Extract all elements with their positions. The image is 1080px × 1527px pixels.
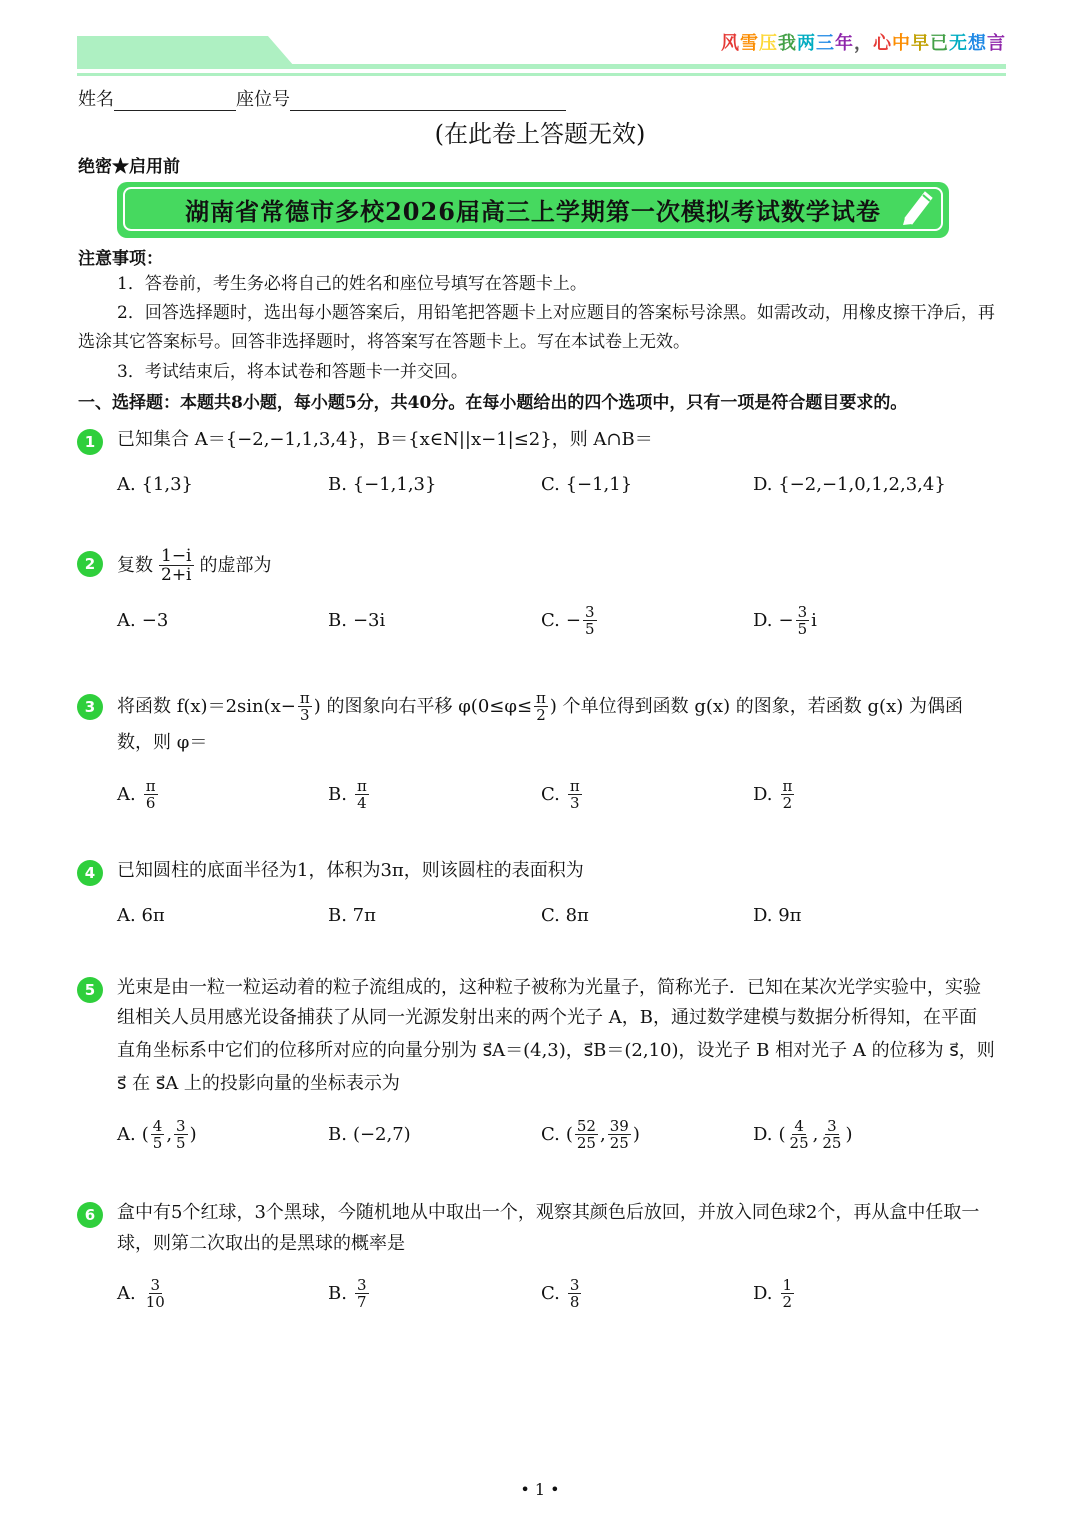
option-label: D. bbox=[753, 1124, 773, 1145]
fraction-numerator: 1 bbox=[782, 1276, 793, 1294]
slogan-char: 想 bbox=[968, 33, 987, 54]
option-label: B. bbox=[328, 1283, 347, 1304]
question-stem-line: 盒中有5个红球，3个黑球，今随机地从中取出一个，观察其颜色后放回，并放入同色球2个，再从盒中任取一 bbox=[117, 1202, 980, 1223]
fraction-numerator: π bbox=[536, 689, 546, 707]
slogan-char: 年 bbox=[835, 33, 854, 54]
pencil-icon bbox=[899, 186, 937, 226]
option-b[interactable]: B. 7π bbox=[328, 905, 376, 926]
fraction-numerator: 3 bbox=[176, 1117, 186, 1135]
fraction-numerator: 1−i bbox=[161, 546, 192, 566]
option-label: A. bbox=[117, 1124, 136, 1145]
option-d[interactable] bbox=[753, 1277, 796, 1310]
option-a[interactable] bbox=[117, 1118, 197, 1151]
fraction-numerator: 52 bbox=[576, 1117, 596, 1135]
slogan-char: 压 bbox=[759, 33, 778, 54]
option-b[interactable] bbox=[328, 610, 385, 631]
stem-text: ) 个单位得到函数 g(x) 的图象，若函数 g(x) 为偶函 bbox=[549, 695, 963, 717]
option-value: (−2,7) bbox=[352, 1124, 411, 1145]
option-fraction bbox=[788, 1118, 811, 1151]
question-number-badge: 5 bbox=[77, 977, 103, 1003]
comma: , bbox=[599, 1124, 606, 1145]
slogan-char: 无 bbox=[949, 33, 968, 54]
fraction-numerator: π bbox=[782, 777, 793, 795]
slogan-char: 心 bbox=[873, 33, 892, 54]
title-banner-frame bbox=[123, 187, 943, 231]
option-fraction bbox=[568, 1277, 582, 1310]
option-label: B. bbox=[328, 610, 347, 631]
slogan-char: 三 bbox=[816, 33, 835, 54]
slogan-char: 早 bbox=[911, 33, 930, 54]
slogan-char: ， bbox=[854, 33, 873, 54]
option-label: D. bbox=[753, 1283, 773, 1304]
fraction-denominator: 5 bbox=[176, 1134, 186, 1152]
question-stem: 已知集合 A＝{−2,−1,1,3,4}，B＝{x∈N||x−1|≤2}，则 A∩B＝ bbox=[117, 429, 653, 450]
header-rule-thin bbox=[77, 73, 1006, 76]
note-item: 2．回答选择题时，选出每小题答案后，用铅笔把答题卡上对应题目的答案标号涂黑。如需改动，用橡皮擦干净后，再选涂其它答案标号。回答非选择题时，将答案写在答题卡上。写在本试卷上无效。 bbox=[78, 303, 995, 352]
fraction-numerator: π bbox=[145, 777, 156, 795]
question-stem: 已知圆柱的底面半径为1，体积为3π，则该圆柱的表面积为 bbox=[117, 860, 584, 881]
fraction-denominator: 25 bbox=[609, 1134, 629, 1152]
stem-text: 的虚部为 bbox=[199, 554, 272, 576]
paren-close: ) bbox=[189, 1124, 197, 1145]
question-stem-line: 组相关人员用感光设备捕获了从同一光源发射出来的两个光子 A，B，通过数学建模与数据分析得知，在平面 bbox=[117, 1007, 977, 1028]
slogan-char: 中 bbox=[892, 33, 911, 54]
paren-open: ( bbox=[141, 1124, 149, 1145]
option-label: C. bbox=[541, 1283, 560, 1304]
stem-fraction bbox=[534, 690, 548, 723]
seat-blank[interactable] bbox=[290, 90, 566, 111]
option-label: A. bbox=[117, 610, 136, 631]
fraction-denominator: 2 bbox=[782, 1293, 793, 1311]
question-number-badge: 4 bbox=[77, 860, 103, 886]
fraction-denominator: 6 bbox=[145, 794, 156, 812]
stem-fraction bbox=[298, 690, 312, 723]
paren-open: ( bbox=[778, 1124, 786, 1145]
header-tab-decoration bbox=[77, 36, 294, 66]
fraction-numerator: 3 bbox=[797, 603, 808, 621]
option-label: B. bbox=[328, 784, 347, 805]
question-number-badge: 2 bbox=[77, 551, 103, 577]
option-fraction bbox=[144, 1277, 167, 1310]
paren-open: ( bbox=[565, 1124, 573, 1145]
invalid-notice: (在此卷上答题无效) bbox=[434, 120, 646, 148]
option-sign: − bbox=[778, 610, 794, 631]
fraction-numerator: 3 bbox=[150, 1276, 161, 1294]
slogan-char: 已 bbox=[930, 33, 949, 54]
comma: , bbox=[812, 1124, 819, 1145]
option-d[interactable]: D. 9π bbox=[753, 905, 802, 926]
option-value: −3i bbox=[352, 610, 386, 631]
option-c[interactable]: C. {−1,1} bbox=[541, 474, 633, 495]
question-stem-line: 直角坐标系中它们的位移所对应的向量分别为 s⃗A＝(4,3)，s⃗B＝(2,10)，设光子 B 相对光子 A 的位移为 s⃗，则 bbox=[117, 1040, 995, 1061]
header-rule bbox=[77, 64, 1006, 69]
fraction-denominator: 2 bbox=[536, 706, 546, 724]
fraction-numerator: π bbox=[299, 689, 310, 707]
option-label: C. bbox=[541, 1124, 560, 1145]
question-stem-line: 光束是由一粒一粒运动着的粒子流组成的，这种粒子被称为光量子，简称光子．已知在某次光学实验中，实验 bbox=[117, 977, 981, 998]
option-label: B. bbox=[328, 1124, 347, 1145]
option-c[interactable] bbox=[541, 1277, 583, 1310]
paren-close: ) bbox=[845, 1124, 853, 1145]
option-label: D. bbox=[753, 610, 773, 631]
option-fraction bbox=[151, 1118, 165, 1151]
option-fraction bbox=[355, 778, 369, 811]
stem-text: 将函数 f(x)＝2sin(x− bbox=[117, 695, 296, 717]
option-a[interactable] bbox=[117, 778, 160, 811]
name-blank[interactable] bbox=[114, 90, 236, 111]
slogan-char: 言 bbox=[987, 33, 1006, 54]
header-slogan bbox=[721, 29, 1006, 55]
fraction-denominator: 7 bbox=[356, 1293, 367, 1311]
fraction-denominator: 5 bbox=[797, 620, 808, 638]
option-fraction bbox=[144, 778, 158, 811]
fraction-denominator: 25 bbox=[789, 1134, 809, 1152]
paren-close: ) bbox=[632, 1124, 640, 1145]
stem-text: 复数 bbox=[117, 554, 153, 576]
question-stem-line: s⃗ 在 s⃗A 上的投影向量的坐标表示为 bbox=[117, 1073, 400, 1094]
option-b[interactable] bbox=[328, 1124, 411, 1145]
question-stem-continued: 数，则 φ＝ bbox=[117, 732, 208, 753]
slogan-char: 两 bbox=[797, 33, 816, 54]
fraction-denominator: 8 bbox=[569, 1293, 580, 1311]
option-label: C. bbox=[541, 784, 560, 805]
option-fraction bbox=[608, 1118, 631, 1151]
fraction-numerator: 3 bbox=[584, 603, 595, 621]
section-heading: 一、选择题：本题共8小题，每小题5分，共40分。在每小题给出的四个选项中，只有一项是符合题目要求的。 bbox=[78, 393, 908, 413]
option-label: D. bbox=[753, 784, 773, 805]
question-stem-line: 球，则第二次取出的是黑球的概率是 bbox=[117, 1233, 405, 1254]
page-number: • 1 • bbox=[520, 1480, 560, 1499]
option-a[interactable] bbox=[117, 610, 168, 631]
fraction-denominator: 2+i bbox=[161, 565, 192, 585]
option-value: −3 bbox=[141, 610, 169, 631]
option-c[interactable] bbox=[541, 604, 599, 637]
option-a[interactable]: A. {1,3} bbox=[117, 474, 193, 495]
comma: , bbox=[166, 1124, 173, 1145]
option-label: A. bbox=[117, 1283, 136, 1304]
option-b[interactable] bbox=[328, 778, 371, 811]
option-suffix: i bbox=[811, 610, 817, 631]
option-b[interactable] bbox=[328, 1277, 371, 1310]
option-fraction bbox=[575, 1118, 598, 1151]
fraction-numerator: 3 bbox=[827, 1117, 837, 1135]
option-sign: − bbox=[565, 610, 581, 631]
stem-text: ) 的图象向右平移 φ(0≤φ≤ bbox=[313, 695, 533, 717]
fraction-numerator: 3 bbox=[356, 1276, 367, 1294]
slogan-char: 我 bbox=[778, 33, 797, 54]
option-fraction bbox=[568, 778, 582, 811]
option-d[interactable] bbox=[753, 1118, 853, 1151]
option-label: C. bbox=[541, 610, 560, 631]
fraction-denominator: 5 bbox=[152, 1134, 163, 1152]
question-number-badge: 3 bbox=[77, 694, 103, 720]
option-fraction bbox=[781, 778, 795, 811]
option-fraction bbox=[583, 604, 597, 637]
secret-label: 绝密★启用前 bbox=[78, 157, 180, 177]
option-c[interactable]: C. 8π bbox=[541, 905, 589, 926]
slogan-char: 风 bbox=[721, 33, 740, 54]
option-fraction bbox=[174, 1118, 188, 1151]
option-d[interactable] bbox=[753, 604, 817, 637]
notes-heading: 注意事项： bbox=[78, 249, 163, 269]
option-b[interactable]: B. {−1,1,3} bbox=[328, 474, 437, 495]
fraction-numerator: π bbox=[356, 777, 367, 795]
note-item: 3．考试结束后，将本试卷和答题卡一并交回。 bbox=[117, 362, 468, 382]
seat-label: 座位号 bbox=[236, 89, 290, 110]
question-stem bbox=[117, 690, 963, 723]
fraction-numerator: 4 bbox=[152, 1117, 163, 1135]
title-banner bbox=[117, 182, 949, 238]
option-d[interactable] bbox=[753, 778, 796, 811]
option-label: A. bbox=[117, 784, 136, 805]
option-fraction bbox=[820, 1118, 843, 1151]
slogan-char: 雪 bbox=[740, 33, 759, 54]
option-a[interactable]: A. 6π bbox=[117, 905, 165, 926]
option-c[interactable] bbox=[541, 1118, 640, 1151]
stem-fraction bbox=[159, 547, 194, 584]
option-a[interactable] bbox=[117, 1277, 169, 1310]
option-fraction bbox=[781, 1277, 795, 1310]
fraction-denominator: 2 bbox=[782, 794, 793, 812]
option-d[interactable]: D. {−2,−1,0,1,2,3,4} bbox=[753, 474, 946, 495]
fraction-numerator: 39 bbox=[609, 1117, 629, 1135]
option-fraction bbox=[796, 604, 810, 637]
fraction-numerator: 4 bbox=[794, 1117, 804, 1135]
question-stem bbox=[117, 547, 272, 584]
name-seat-row bbox=[78, 85, 566, 111]
fraction-numerator: π bbox=[569, 777, 580, 795]
question-number-badge: 6 bbox=[77, 1202, 103, 1228]
fraction-denominator: 3 bbox=[300, 706, 310, 724]
fraction-denominator: 10 bbox=[145, 1293, 165, 1311]
name-label: 姓名 bbox=[78, 89, 114, 110]
fraction-denominator: 25 bbox=[576, 1134, 596, 1152]
fraction-denominator: 3 bbox=[570, 794, 580, 812]
note-item: 1．答卷前，考生务必将自己的姓名和座位号填写在答题卡上。 bbox=[117, 274, 587, 294]
question-number-badge: 1 bbox=[77, 429, 103, 455]
exam-title: 湖南省常德市多校2026届高三上学期第一次模拟考试数学试卷 bbox=[185, 196, 881, 226]
fraction-denominator: 5 bbox=[584, 620, 595, 638]
fraction-denominator: 25 bbox=[822, 1134, 842, 1152]
fraction-denominator: 4 bbox=[357, 794, 367, 812]
option-c[interactable] bbox=[541, 778, 584, 811]
option-fraction bbox=[355, 1277, 369, 1310]
fraction-numerator: 3 bbox=[569, 1276, 580, 1294]
